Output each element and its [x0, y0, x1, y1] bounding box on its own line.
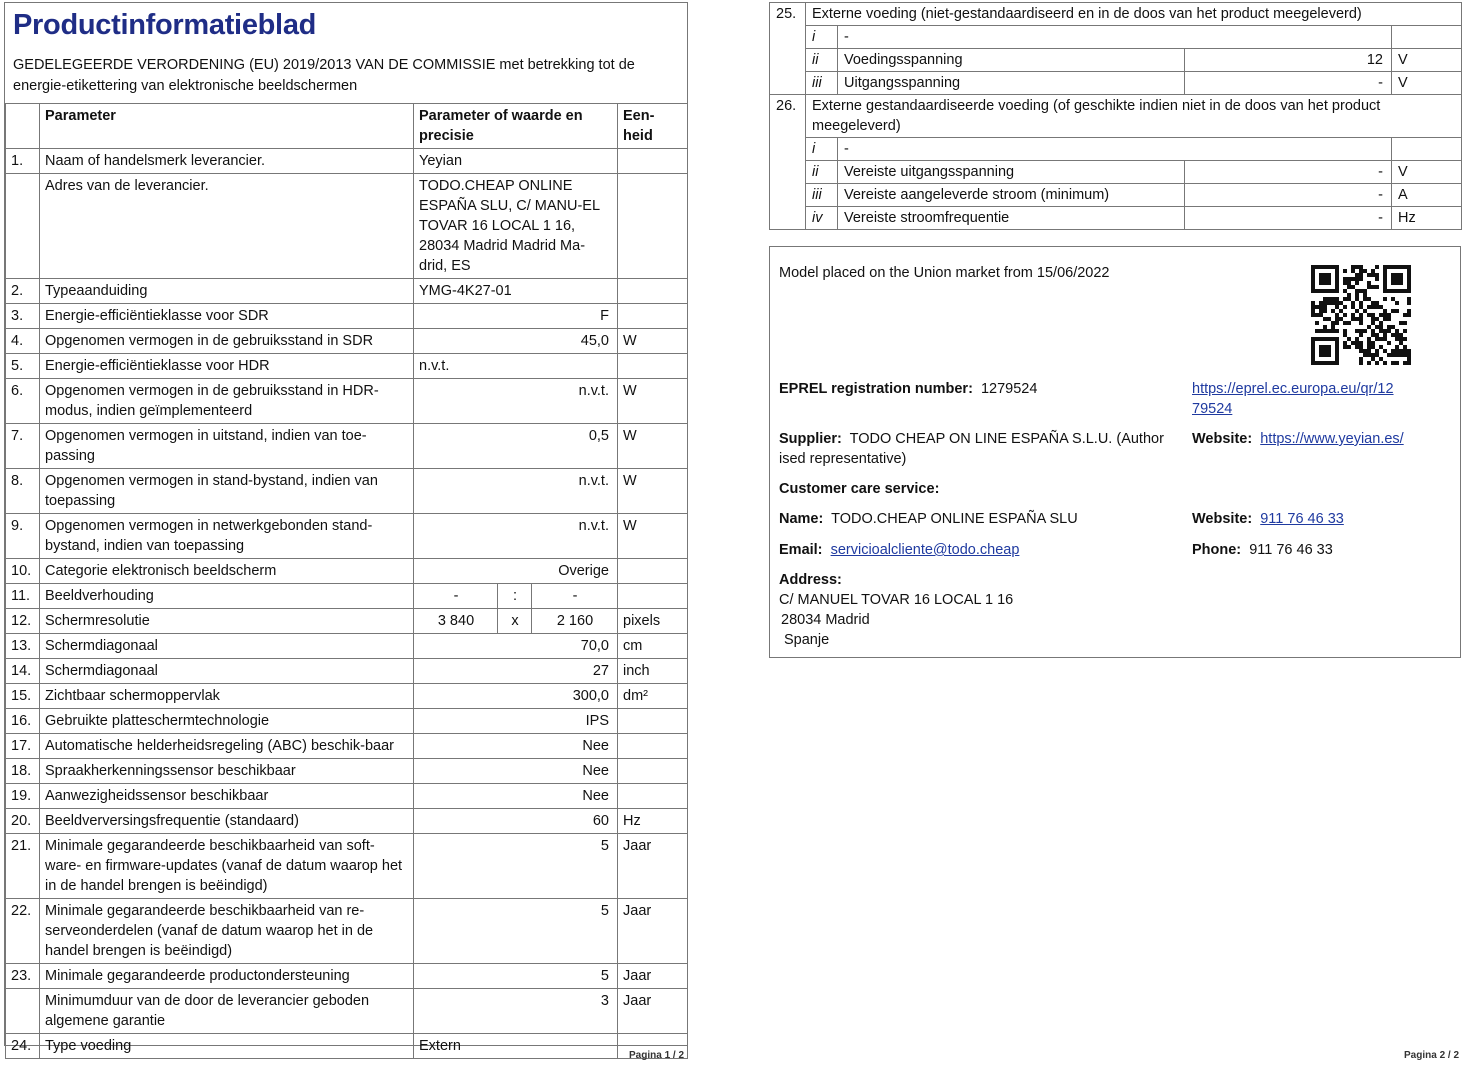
row-number	[6, 989, 40, 1034]
row-value-separator: :	[498, 584, 532, 609]
eprel-registration	[779, 379, 1037, 399]
address-line: 28034 Madrid	[781, 612, 870, 628]
header-value: Parameter of waarde en precisie	[414, 104, 618, 149]
row-parameter: Aanwezigheidssensor beschikbaar	[40, 784, 414, 809]
parameter-table	[5, 103, 688, 1059]
section-title: Externe voeding (niet-gestandaardiseerd en in de doos van het product meegeleverd)	[806, 3, 1462, 26]
table-row	[6, 964, 688, 989]
sub-unit: Hz	[1392, 207, 1462, 230]
care-website	[1192, 509, 1344, 529]
table-row	[6, 759, 688, 784]
row-parameter: Schermresolutie	[40, 609, 414, 634]
row-number: 15.	[6, 684, 40, 709]
section-title-row	[770, 3, 1462, 26]
table-row	[6, 379, 688, 424]
row-unit: pixels	[618, 609, 688, 634]
row-number: 17.	[6, 734, 40, 759]
care-website-label: Website:	[1192, 511, 1253, 527]
table-row	[770, 49, 1462, 72]
row-value-separator: x	[498, 609, 532, 634]
table-row	[770, 26, 1462, 49]
sub-label: -	[838, 138, 1392, 161]
market-date: Model placed on the Union market from 15/06/2022	[779, 265, 1110, 281]
sub-unit: V	[1392, 161, 1462, 184]
sub-label: Vereiste stroomfrequentie	[838, 207, 1185, 230]
row-number: 6.	[6, 379, 40, 424]
row-number: 14.	[6, 659, 40, 684]
row-unit	[618, 279, 688, 304]
row-parameter: Gebruikte platteschermtechnologie	[40, 709, 414, 734]
supplier	[779, 429, 1164, 469]
section-number: 25.	[770, 3, 806, 95]
row-unit: W	[618, 514, 688, 559]
eprel-link[interactable]	[1192, 379, 1394, 419]
name-label: Name:	[779, 511, 824, 527]
row-number: 4.	[6, 329, 40, 354]
row-parameter: Opgenomen vermogen in netwerkgebonden stand-bystand, indien van toepassing	[40, 514, 414, 559]
row-parameter: Type voeding	[40, 1034, 414, 1059]
row-value: IPS	[414, 709, 618, 734]
row-parameter: Opgenomen vermogen in de gebruiksstand in HDR-modus, indien geïmplementeerd	[40, 379, 414, 424]
row-parameter: Schermdiagonaal	[40, 634, 414, 659]
address-label: Address:	[779, 572, 842, 588]
sub-value: -	[1185, 161, 1392, 184]
regulation-subtitle: GEDELEGEERDE VERORDENING (EU) 2019/2013 VAN DE COMMISSIE met betrekking tot de energie-etikettering van elektronische beeldschermen	[13, 57, 635, 94]
website-label: Website:	[1192, 431, 1253, 447]
table-row	[6, 424, 688, 469]
sub-label: -	[838, 26, 1392, 49]
row-unit	[618, 584, 688, 609]
table-row	[6, 809, 688, 834]
row-parameter: Energie-efficiëntieklasse voor SDR	[40, 304, 414, 329]
header-number	[6, 104, 40, 149]
section-title: Externe gestandaardiseerde voeding (of geschikte indien niet in de doos van het product meegeleverd)	[806, 95, 1462, 138]
row-value: Nee	[414, 734, 618, 759]
row-unit: inch	[618, 659, 688, 684]
row-value: 27	[414, 659, 618, 684]
row-unit: dm²	[618, 684, 688, 709]
power-supply-table	[769, 2, 1462, 230]
sub-value: -	[1185, 72, 1392, 95]
row-value: YMG-4K27-01	[414, 279, 618, 304]
product-info-sheet-page-1	[4, 2, 688, 1054]
eprel-link-line-1[interactable]: https://eprel.ec.europa.eu/qr/12	[1192, 381, 1394, 397]
website-link[interactable]: https://www.yeyian.es/	[1260, 431, 1404, 447]
row-parameter: Minimale gegarandeerde beschikbaarheid van soft-ware- en firmware-updates (vanaf de datum waarop het in de handel brengen is beëindigd)	[40, 834, 414, 899]
care-email	[779, 540, 1019, 560]
row-unit: W	[618, 379, 688, 424]
supplier-label: Supplier:	[779, 431, 842, 447]
row-value: Nee	[414, 784, 618, 809]
row-number: 10.	[6, 559, 40, 584]
row-unit: Jaar	[618, 989, 688, 1034]
row-value-b: 2 160	[532, 609, 618, 634]
row-number: 9.	[6, 514, 40, 559]
row-value: n.v.t.	[414, 514, 618, 559]
header-parameter: Parameter	[40, 104, 414, 149]
row-number: 20.	[6, 809, 40, 834]
row-value: Yeyian	[414, 149, 618, 174]
row-unit	[618, 784, 688, 809]
row-unit	[618, 304, 688, 329]
address-line: C/ MANUEL TOVAR 16 LOCAL 1 16	[779, 592, 1014, 608]
supplier-value-line-2: ised representative)	[779, 451, 907, 467]
table-row	[6, 899, 688, 964]
row-number: 19.	[6, 784, 40, 809]
table-row	[6, 149, 688, 174]
row-parameter: Schermdiagonaal	[40, 659, 414, 684]
row-unit	[618, 759, 688, 784]
row-value: 5	[414, 834, 618, 899]
row-number: 21.	[6, 834, 40, 899]
phone-label: Phone:	[1192, 542, 1242, 558]
row-parameter: Naam of handelsmerk leverancier.	[40, 149, 414, 174]
sub-label: Vereiste aangeleverde stroom (minimum)	[838, 184, 1185, 207]
row-parameter: Categorie elektronisch beeldscherm	[40, 559, 414, 584]
row-parameter: Minimumduur van de door de leverancier geboden algemene garantie	[40, 989, 414, 1034]
row-value: TODO.CHEAP ONLINE ESPAÑA SLU, C/ MANU-EL TOVAR 16 LOCAL 1 16, 28034 Madrid Madrid Ma-drid, ES	[414, 174, 618, 279]
row-unit: Jaar	[618, 899, 688, 964]
row-unit: Jaar	[618, 964, 688, 989]
table-row	[6, 559, 688, 584]
table-header-row	[6, 104, 688, 149]
eprel-label: EPREL registration number:	[779, 381, 973, 397]
address	[779, 570, 1013, 650]
table-row	[6, 354, 688, 379]
row-unit: cm	[618, 634, 688, 659]
sub-unit	[1392, 26, 1462, 49]
row-unit	[618, 709, 688, 734]
table-row	[770, 72, 1462, 95]
table-row	[6, 304, 688, 329]
email-link[interactable]: servicioalcliente@todo.cheap	[830, 542, 1020, 558]
table-row	[6, 469, 688, 514]
row-parameter: Opgenomen vermogen in stand-bystand, indien van toepassing	[40, 469, 414, 514]
row-value-b: -	[532, 584, 618, 609]
row-value: n.v.t.	[414, 379, 618, 424]
sub-index: ii	[806, 49, 838, 72]
row-number: 13.	[6, 634, 40, 659]
row-value: Overige	[414, 559, 618, 584]
care-phone	[1192, 540, 1333, 560]
sub-label: Uitgangsspanning	[838, 72, 1185, 95]
care-name	[779, 509, 1078, 529]
table-row	[770, 184, 1462, 207]
row-number: 11.	[6, 584, 40, 609]
phone-value: 911 76 46 33	[1249, 542, 1333, 558]
table-row	[6, 1034, 688, 1059]
customer-care-heading: Customer care service:	[779, 481, 940, 497]
sub-index: iii	[806, 184, 838, 207]
row-parameter: Beeldverversingsfrequentie (standaard)	[40, 809, 414, 834]
table-row	[6, 584, 688, 609]
qr-code-icon	[1311, 265, 1411, 365]
eprel-number: 1279524	[980, 381, 1038, 397]
row-unit: W	[618, 424, 688, 469]
row-number: 2.	[6, 279, 40, 304]
row-value: 5	[414, 964, 618, 989]
row-value-a: 3 840	[414, 609, 498, 634]
page-2-pagination: Pagina 2 / 2	[1404, 1050, 1460, 1061]
row-value-a: -	[414, 584, 498, 609]
row-value: n.v.t.	[414, 354, 618, 379]
row-number: 24.	[6, 1034, 40, 1059]
table-row	[6, 329, 688, 354]
row-unit	[618, 149, 688, 174]
row-value: 0,5	[414, 424, 618, 469]
row-parameter: Automatische helderheidsregeling (ABC) beschik-baar	[40, 734, 414, 759]
table-row	[6, 279, 688, 304]
sub-unit: A	[1392, 184, 1462, 207]
row-number: 23.	[6, 964, 40, 989]
row-number: 5.	[6, 354, 40, 379]
row-parameter: Minimale gegarandeerde beschikbaarheid van re-serveonderdelen (vanaf de datum waarop het in de handel brengen is beëindigd)	[40, 899, 414, 964]
sub-unit	[1392, 138, 1462, 161]
table-row	[6, 834, 688, 899]
row-unit: W	[618, 329, 688, 354]
row-value: Nee	[414, 759, 618, 784]
table-row	[770, 207, 1462, 230]
row-value: 60	[414, 809, 618, 834]
address-line: Spanje	[784, 632, 830, 648]
sub-index: ii	[806, 161, 838, 184]
sub-index: iii	[806, 72, 838, 95]
table-row	[6, 659, 688, 684]
row-value: 45,0	[414, 329, 618, 354]
sub-unit: V	[1392, 49, 1462, 72]
eprel-info-box	[769, 246, 1461, 658]
sub-label: Voedingsspanning	[838, 49, 1185, 72]
row-unit: Hz	[618, 809, 688, 834]
row-value: 70,0	[414, 634, 618, 659]
sub-unit: V	[1392, 72, 1462, 95]
table-row	[6, 174, 688, 279]
row-parameter: Opgenomen vermogen in uitstand, indien van toe-passing	[40, 424, 414, 469]
row-unit	[618, 734, 688, 759]
row-value: Extern	[414, 1034, 618, 1059]
table-row	[770, 161, 1462, 184]
row-value: n.v.t.	[414, 469, 618, 514]
table-row	[6, 784, 688, 809]
care-website-link[interactable]: 911 76 46 33	[1260, 511, 1344, 527]
row-value: 3	[414, 989, 618, 1034]
row-number	[6, 174, 40, 279]
section-number: 26.	[770, 95, 806, 230]
row-value: 5	[414, 899, 618, 964]
row-parameter: Adres van de leverancier.	[40, 174, 414, 279]
table-row	[6, 609, 688, 634]
table-row	[6, 634, 688, 659]
sub-index: iv	[806, 207, 838, 230]
eprel-link-line-2[interactable]: 79524	[1192, 401, 1233, 417]
row-number: 1.	[6, 149, 40, 174]
supplier-website	[1192, 429, 1404, 449]
row-value: F	[414, 304, 618, 329]
email-label: Email:	[779, 542, 823, 558]
row-number: 7.	[6, 424, 40, 469]
table-row	[770, 138, 1462, 161]
row-parameter: Typeaanduiding	[40, 279, 414, 304]
section-title-row	[770, 95, 1462, 138]
row-parameter: Minimale gegarandeerde productondersteuning	[40, 964, 414, 989]
row-number: 22.	[6, 899, 40, 964]
sub-value: -	[1185, 184, 1392, 207]
sub-index: i	[806, 26, 838, 49]
table-row	[6, 989, 688, 1034]
table-row	[6, 684, 688, 709]
row-number: 16.	[6, 709, 40, 734]
header-unit: Een-heid	[618, 104, 688, 149]
row-parameter: Spraakherkenningssensor beschikbaar	[40, 759, 414, 784]
row-number: 8.	[6, 469, 40, 514]
supplier-value-line-1: TODO CHEAP ON LINE ESPAÑA S.L.U. (Author	[849, 431, 1164, 447]
row-unit: W	[618, 469, 688, 514]
row-unit	[618, 354, 688, 379]
row-parameter: Energie-efficiëntieklasse voor HDR	[40, 354, 414, 379]
row-number: 3.	[6, 304, 40, 329]
page-1-pagination: Pagina 1 / 2	[629, 1050, 685, 1061]
sub-value: -	[1185, 207, 1392, 230]
table-row	[6, 709, 688, 734]
row-parameter: Zichtbaar schermoppervlak	[40, 684, 414, 709]
row-unit	[618, 174, 688, 279]
sub-index: i	[806, 138, 838, 161]
name-value: TODO.CHEAP ONLINE ESPAÑA SLU	[831, 511, 1078, 527]
row-parameter: Beeldverhouding	[40, 584, 414, 609]
table-row	[6, 734, 688, 759]
sub-value: 12	[1185, 49, 1392, 72]
row-number: 12.	[6, 609, 40, 634]
row-number: 18.	[6, 759, 40, 784]
sub-label: Vereiste uitgangsspanning	[838, 161, 1185, 184]
page-title: Productinformatieblad	[13, 9, 317, 41]
row-unit	[618, 559, 688, 584]
table-row	[6, 514, 688, 559]
row-parameter: Opgenomen vermogen in de gebruiksstand in SDR	[40, 329, 414, 354]
row-value: 300,0	[414, 684, 618, 709]
row-unit: Jaar	[618, 834, 688, 899]
